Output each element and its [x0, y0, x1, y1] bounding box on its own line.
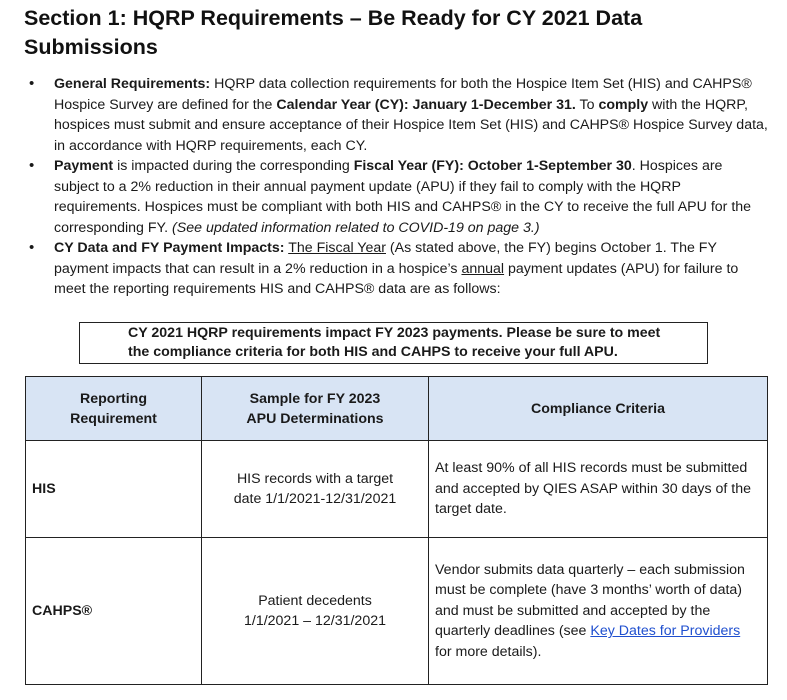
table-row-cahps — [26, 538, 768, 685]
header-text: APU Determinations — [246, 410, 384, 427]
sample-text: 1/1/2021 – 12/31/2021 — [243, 613, 386, 629]
requirement-his: HIS — [26, 441, 202, 538]
fiscal-year-underlined: The Fiscal Year — [288, 240, 386, 256]
calendar-year-definition: Calendar Year (CY): January 1-December 31. — [276, 96, 576, 113]
fiscal-year-definition: Fiscal Year (FY): October 1-September 30 — [353, 158, 632, 174]
requirements-list — [24, 74, 769, 300]
sample-his — [202, 441, 429, 538]
bullet-lead: Payment — [54, 158, 114, 174]
bullet-text: . Hospices are subject to a 2% reduction in their annual payment update (APU) if they fail to comply with the HQRP requirements. Hospices must be compliant with both HIS and CAHPS® in the CY to receive the full APU for the corresponding FY. — [54, 158, 752, 236]
comply-emphasis: comply — [598, 96, 649, 113]
sample-text: Patient decedents — [258, 593, 372, 609]
bullet-general-requirements — [24, 74, 769, 156]
bullet-text: is impacted during the corresponding — [113, 158, 354, 174]
table-header-row — [26, 377, 768, 441]
bullet-text: with the HQRP, hospices must submit and ensure acceptance of their Hospice Item Set (HIS) and CAHPS® Hospice Survey data, in accordance with HQRP requirements, each CY. — [54, 96, 768, 154]
header-text: Reporting — [80, 390, 147, 407]
notice-line-1: CY 2021 HQRP requirements impact FY 2023 payments. Please be sure to meet — [128, 325, 661, 341]
criteria-cahps — [429, 538, 768, 685]
bullet-text: To — [575, 96, 599, 113]
section-title: Section 1: HQRP Requirements – Be Ready for CY 2021 Data Submissions — [24, 6, 643, 59]
bullet-text: (As stated above, the FY) begins October 1. The FY payment impacts that can result in a 2% reduction in a hospice’s — [54, 240, 717, 277]
table-row-his — [26, 441, 768, 538]
bullet-payment — [24, 156, 769, 238]
annual-underlined: annual — [461, 260, 505, 277]
compliance-notice-box — [79, 322, 708, 364]
sample-cahps — [202, 538, 429, 685]
sample-text: HIS records with a target — [236, 471, 394, 487]
requirements-table — [25, 376, 768, 685]
notice-line-2: the compliance criteria for both HIS and CAHPS to receive your full APU. — [128, 344, 618, 360]
bullet-fy-payment-impacts — [24, 238, 769, 300]
bullet-lead: CY Data and FY Payment Impacts: — [54, 240, 285, 256]
header-compliance-criteria: Compliance Criteria — [429, 377, 768, 441]
covid-note: (See updated information related to COVID-19 on page 3.) — [172, 219, 540, 236]
criteria-his: At least 90% of all HIS records must be submitted and accepted by QIES ASAP within 30 days of the target date. — [429, 441, 768, 538]
header-sample — [202, 377, 429, 441]
bullet-text: HQRP data collection requirements for both the Hospice Item Set (HIS) and CAHPS® Hospice Survey are defined for the — [54, 76, 752, 113]
bullet-lead: General Requirements: — [54, 76, 211, 92]
requirement-cahps: CAHPS® — [26, 538, 202, 685]
header-text: Sample for FY 2023 — [249, 390, 381, 407]
key-dates-link[interactable]: Key Dates for Providers — [590, 623, 741, 640]
header-reporting-requirement — [26, 377, 202, 441]
criteria-text: Vendor submits data quarterly – each submission must be complete (have 3 months’ worth of data) and must be submitted and accepted by the quarterly deadlines (see — [435, 561, 745, 640]
sample-text: date 1/1/2021-12/31/2021 — [233, 491, 397, 507]
bullet-text: payment updates (APU) for failure to meet the reporting requirements HIS and CAHPS® data are as follows: — [54, 260, 739, 297]
criteria-text: for more details). — [435, 643, 542, 660]
header-text: Requirement — [70, 410, 157, 427]
